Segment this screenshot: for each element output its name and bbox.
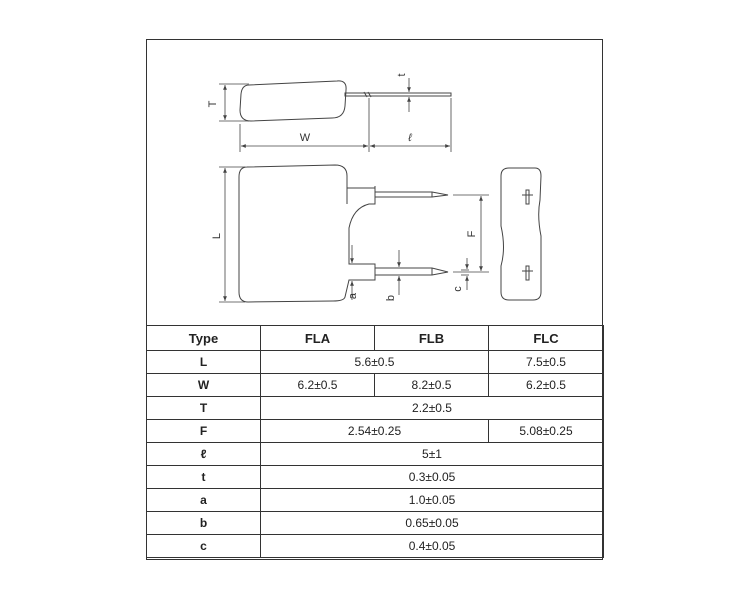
cell-F-fla-flb: 2.54±0.25 (261, 420, 489, 443)
cell-T-all: 2.2±0.5 (261, 397, 604, 420)
cell-l-all: 5±1 (261, 443, 604, 466)
row-label-c: c (147, 535, 261, 558)
dimension-drawing (147, 40, 602, 326)
cell-L-flc: 7.5±0.5 (489, 351, 604, 374)
side-view-body (240, 81, 346, 121)
table-row (147, 397, 604, 420)
front-view (239, 165, 448, 302)
dim-T (219, 84, 249, 121)
table-row (147, 512, 604, 535)
cell-b-all: 0.65±0.05 (261, 512, 604, 535)
spec-frame (146, 39, 603, 560)
cell-t-all: 0.3±0.05 (261, 466, 604, 489)
label-W: W (299, 132, 311, 144)
header-flb: FLB (375, 326, 489, 351)
spec-table (146, 325, 604, 558)
end-view-body (501, 168, 541, 300)
cell-W-flb: 8.2±0.5 (375, 374, 489, 397)
row-label-b: b (147, 512, 261, 535)
cell-W-flc: 6.2±0.5 (489, 374, 604, 397)
table-header-row (147, 326, 604, 351)
end-view (501, 168, 541, 300)
cell-L-fla-flb: 5.6±0.5 (261, 351, 489, 374)
label-l: ℓ (408, 132, 412, 144)
label-L: L (211, 232, 223, 240)
row-label-T: T (147, 397, 261, 420)
row-label-l: ℓ (147, 443, 261, 466)
table-row (147, 374, 604, 397)
end-view-lead-bottom (526, 266, 529, 280)
label-t: t (396, 73, 408, 77)
row-label-t: t (147, 466, 261, 489)
table-row (147, 443, 604, 466)
table-row (147, 535, 604, 558)
header-type: Type (147, 326, 261, 351)
cell-a-all: 1.0±0.05 (261, 489, 604, 512)
row-label-F: F (147, 420, 261, 443)
row-label-L: L (147, 351, 261, 374)
label-c: c (452, 286, 464, 292)
label-T: T (207, 100, 219, 108)
table-row (147, 420, 604, 443)
end-view-lead-top (526, 190, 529, 204)
label-F: F (466, 230, 478, 238)
table-row (147, 466, 604, 489)
cell-F-flc: 5.08±0.25 (489, 420, 604, 443)
side-view-lead (345, 93, 451, 96)
row-label-a: a (147, 489, 261, 512)
side-view (240, 81, 451, 121)
table-row (147, 351, 604, 374)
dim-c (461, 258, 469, 290)
row-label-W: W (147, 374, 261, 397)
cell-c-all: 0.4±0.05 (261, 535, 604, 558)
front-view-body (239, 165, 448, 302)
header-flc: FLC (489, 326, 604, 351)
dim-W-l (240, 98, 451, 152)
cell-W-fla: 6.2±0.5 (261, 374, 375, 397)
header-fla: FLA (261, 326, 375, 351)
label-b: b (385, 294, 397, 302)
table-row (147, 489, 604, 512)
label-a: a (347, 292, 359, 300)
